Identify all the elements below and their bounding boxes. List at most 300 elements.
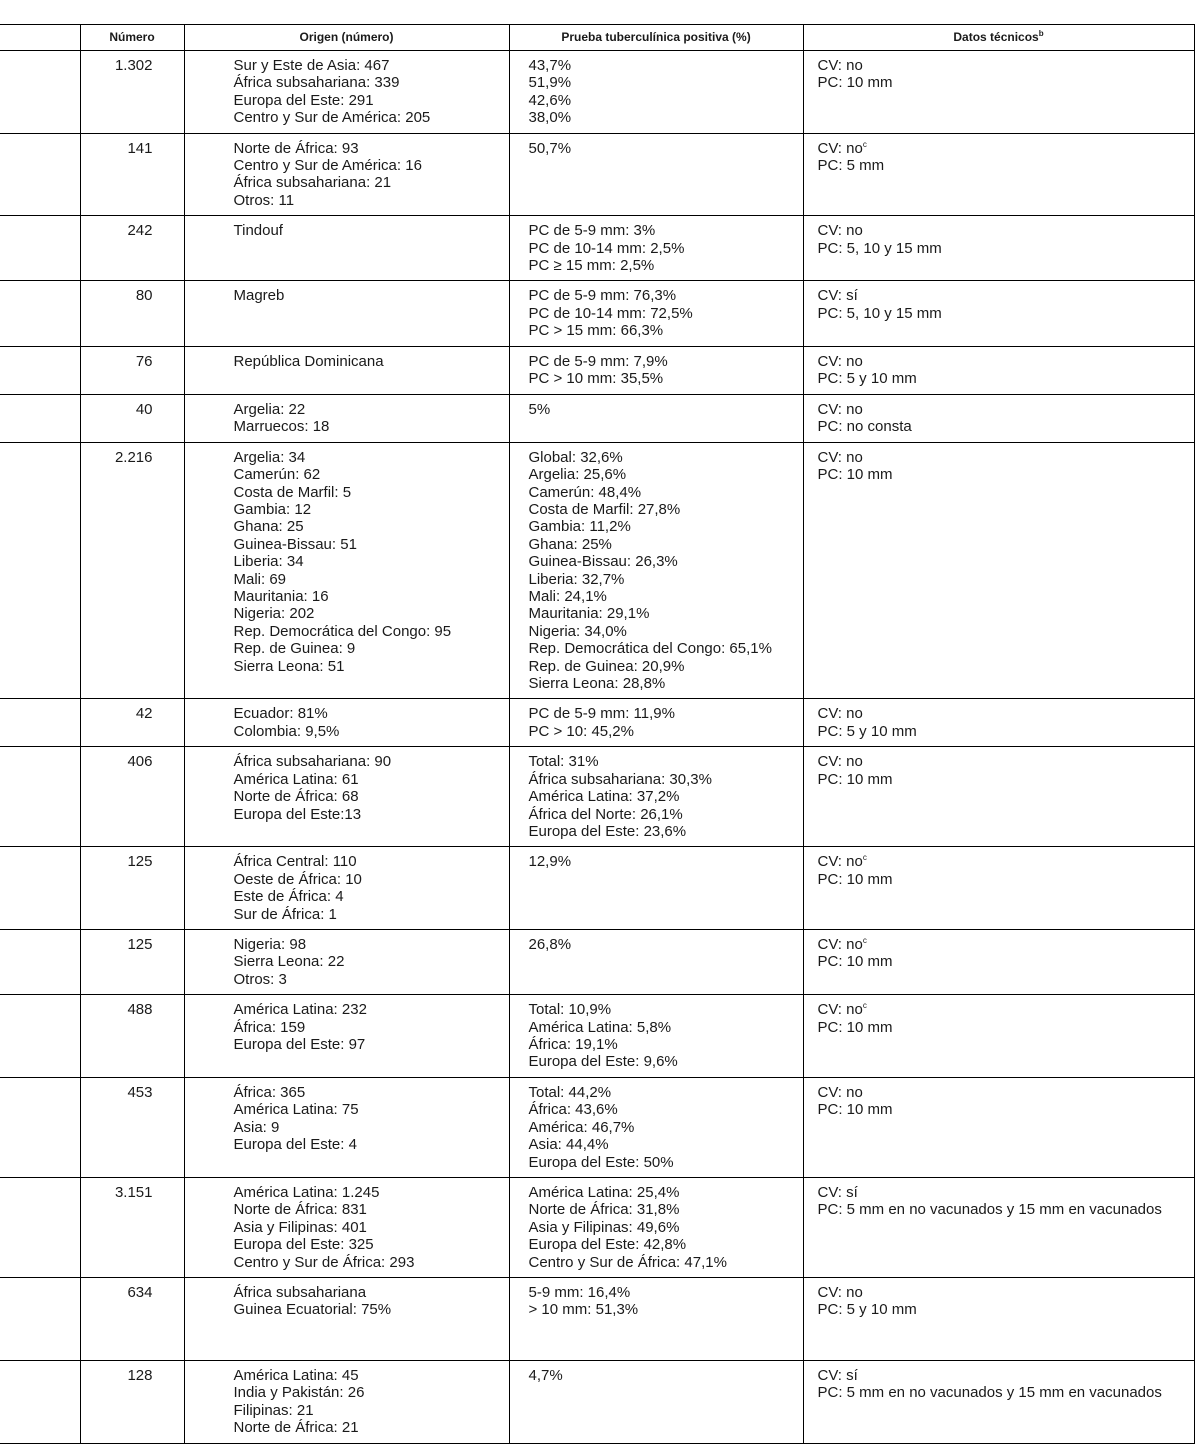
table-row (0, 51, 1194, 134)
prueba-line: África: 19,1% (528, 1036, 618, 1054)
blank-cell (0, 394, 80, 442)
origen-line: América Latina: 45 (233, 1366, 359, 1384)
header-datos-sup: b (1038, 29, 1044, 38)
datos-text: CV: no (817, 853, 863, 871)
datos-cell (803, 394, 1194, 442)
datos-line (818, 140, 1194, 157)
blank-cell (0, 216, 80, 281)
blank-cell (0, 1360, 80, 1443)
header-row (0, 25, 1194, 51)
origen-line: África: 365 (233, 1083, 306, 1101)
prueba-line: Europa del Este: 50% (528, 1153, 674, 1171)
datos-text: PC: 5 y 10 mm (817, 1301, 917, 1319)
prueba-cell (509, 1277, 803, 1360)
datos-cell (803, 281, 1194, 346)
table-row (0, 394, 1194, 442)
origen-line: Oeste de África: 10 (233, 870, 362, 888)
origen-line: Centro y Sur de América: 205 (233, 109, 431, 127)
prueba-cell (509, 442, 803, 699)
datos-cell (803, 216, 1194, 281)
numero-value: 141 (127, 139, 153, 157)
numero-cell (80, 1360, 184, 1443)
prueba-line: 50,7% (528, 139, 572, 157)
prueba-line: Total: 10,9% (528, 1001, 612, 1019)
footnote-sup: c (862, 936, 867, 946)
origen-line: Europa del Este:13 (233, 805, 362, 823)
datos-text: PC: 10 mm (817, 1101, 893, 1119)
prueba-line: PC de 5-9 mm: 3% (528, 222, 656, 240)
numero-value: 40 (135, 400, 153, 418)
origen-line: Europa del Este: 97 (233, 1036, 366, 1054)
origen-line: Argelia: 22 (233, 400, 306, 418)
prueba-line: Guinea-Bissau: 26,3% (528, 553, 678, 571)
blank-cell (0, 133, 80, 216)
datos-text: PC: 5 y 10 mm (817, 722, 917, 740)
prueba-line: PC > 15 mm: 66,3% (528, 322, 664, 340)
origen-cell (184, 1077, 509, 1177)
origen-cell (184, 51, 509, 134)
blank-cell (0, 51, 80, 134)
prueba-line: Norte de África: 31,8% (528, 1201, 680, 1219)
prueba-cell (509, 51, 803, 134)
datos-line (818, 222, 1194, 239)
table-row (0, 847, 1194, 930)
origen-line: Ecuador: 81% (233, 705, 328, 723)
prueba-line: PC de 10-14 mm: 2,5% (528, 239, 685, 257)
numero-cell (80, 1077, 184, 1177)
prueba-line: PC de 5-9 mm: 11,9% (528, 705, 675, 723)
prueba-line: América Latina: 37,2% (528, 788, 680, 806)
blank-cell (0, 699, 80, 747)
datos-cell (803, 847, 1194, 930)
origen-line: Sierra Leona: 22 (233, 953, 345, 971)
datos-cell (803, 51, 1194, 134)
table-row (0, 747, 1194, 847)
datos-line (818, 74, 1194, 91)
datos-text: PC: 10 mm (817, 953, 893, 971)
datos-text: CV: sí (817, 1366, 858, 1384)
datos-line (818, 157, 1194, 174)
footnote-sup: c (862, 1001, 867, 1011)
datos-text: CV: no (817, 352, 863, 370)
datos-line (818, 449, 1194, 466)
origen-line: Tindouf (233, 222, 283, 240)
table-row (0, 281, 1194, 346)
prueba-line: África subsahariana: 30,3% (528, 770, 712, 788)
origen-line: Mali: 69 (233, 570, 287, 588)
prueba-line: > 10 mm: 51,3% (528, 1301, 639, 1319)
origen-line: África subsahariana: 339 (233, 74, 400, 92)
prueba-line: América Latina: 25,4% (528, 1183, 680, 1201)
datos-cell (803, 699, 1194, 747)
tuberculin-table (0, 24, 1195, 1444)
prueba-cell (509, 1360, 803, 1443)
datos-line (818, 1284, 1194, 1301)
origen-line: Rep. Democrática del Congo: 95 (233, 622, 452, 640)
datos-cell (803, 346, 1194, 394)
prueba-cell (509, 346, 803, 394)
prueba-line: 4,7% (528, 1366, 563, 1384)
origen-line: África: 159 (233, 1018, 306, 1036)
origen-line: Ghana: 25 (233, 518, 304, 536)
numero-value: 242 (127, 222, 153, 240)
prueba-line: África del Norte: 26,1% (528, 805, 683, 823)
blank-cell (0, 1277, 80, 1360)
datos-text: CV: no (817, 753, 863, 771)
numero-value: 80 (135, 287, 153, 305)
prueba-cell (509, 394, 803, 442)
origen-line: Europa del Este: 4 (233, 1136, 357, 1154)
origen-line: América Latina: 61 (233, 770, 359, 788)
table-body (0, 51, 1194, 1444)
table-row (0, 930, 1194, 995)
header-numero: Número (80, 25, 184, 51)
prueba-cell (509, 930, 803, 995)
prueba-cell (509, 1077, 803, 1177)
prueba-line: Rep. Democrática del Congo: 65,1% (528, 640, 772, 658)
datos-line (818, 287, 1194, 304)
origen-line: América Latina: 232 (233, 1001, 367, 1019)
blank-cell (0, 847, 80, 930)
table-row (0, 133, 1194, 216)
origen-cell (184, 930, 509, 995)
numero-value: 2.216 (114, 448, 153, 466)
prueba-line: América: 46,7% (528, 1118, 635, 1136)
datos-text: PC: 5 mm en no vacunados y 15 mm en vacunados (817, 1201, 1162, 1219)
prueba-line: África: 43,6% (528, 1101, 618, 1119)
datos-cell (803, 1077, 1194, 1177)
prueba-cell (509, 216, 803, 281)
datos-line (818, 1084, 1194, 1101)
prueba-cell (509, 1177, 803, 1277)
datos-text: CV: sí (817, 1183, 858, 1201)
numero-value: 488 (127, 1001, 153, 1019)
origen-line: Nigeria: 98 (233, 936, 307, 954)
origen-line: Guinea Ecuatorial: 75% (233, 1301, 392, 1319)
numero-value: 125 (127, 936, 153, 954)
numero-value: 125 (127, 853, 153, 871)
datos-text: CV: no (817, 448, 863, 466)
origen-line: Nigeria: 202 (233, 605, 315, 623)
origen-cell (184, 394, 509, 442)
datos-line (818, 57, 1194, 74)
numero-cell (80, 216, 184, 281)
origen-line: Costa de Marfil: 5 (233, 483, 352, 501)
prueba-line: Argelia: 25,6% (528, 466, 627, 484)
blank-cell (0, 346, 80, 394)
origen-line: Norte de África: 831 (233, 1201, 367, 1219)
origen-line: Argelia: 34 (233, 448, 306, 466)
numero-value: 128 (127, 1366, 153, 1384)
datos-text: CV: no (817, 936, 863, 954)
origen-line: Sierra Leona: 51 (233, 657, 345, 675)
footnote-sup: c (862, 853, 867, 863)
origen-cell (184, 1277, 509, 1360)
prueba-line: Camerún: 48,4% (528, 483, 642, 501)
origen-cell (184, 133, 509, 216)
blank-cell (0, 281, 80, 346)
origen-cell (184, 442, 509, 699)
prueba-line: Liberia: 32,7% (528, 570, 625, 588)
origen-cell (184, 699, 509, 747)
datos-line (818, 936, 1194, 953)
datos-text: PC: 5, 10 y 15 mm (817, 304, 942, 322)
prueba-cell (509, 281, 803, 346)
datos-text: CV: no (817, 57, 863, 74)
prueba-line: Mali: 24,1% (528, 587, 607, 605)
datos-line (818, 466, 1194, 483)
prueba-cell (509, 847, 803, 930)
numero-cell (80, 995, 184, 1078)
origen-line: Centro y Sur de América: 16 (233, 157, 422, 175)
numero-cell (80, 930, 184, 995)
datos-cell (803, 1277, 1194, 1360)
origen-line: Norte de África: 93 (233, 139, 359, 157)
origen-line: Magreb (233, 287, 285, 305)
datos-text: CV: no (817, 222, 863, 240)
datos-text: CV: no (817, 139, 863, 157)
datos-line (818, 1184, 1194, 1201)
origen-line: Europa del Este: 291 (233, 91, 374, 109)
prueba-cell (509, 747, 803, 847)
origen-line: Norte de África: 68 (233, 788, 359, 806)
numero-cell (80, 699, 184, 747)
datos-line (818, 240, 1194, 257)
prueba-line: 12,9% (528, 853, 572, 871)
prueba-line: Total: 44,2% (528, 1083, 612, 1101)
prueba-line: Europa del Este: 42,8% (528, 1236, 687, 1254)
numero-value: 406 (127, 753, 153, 771)
datos-text: PC: 10 mm (817, 74, 893, 92)
footnote-sup: c (862, 139, 867, 149)
prueba-line: 38,0% (528, 109, 572, 127)
origen-line: Marruecos: 18 (233, 418, 330, 436)
datos-line (818, 1019, 1194, 1036)
numero-cell (80, 346, 184, 394)
numero-value: 634 (127, 1283, 153, 1301)
datos-line (818, 1384, 1194, 1401)
origen-line: África Central: 110 (233, 853, 357, 871)
datos-line (818, 353, 1194, 370)
origen-line: Norte de África: 21 (233, 1419, 359, 1437)
datos-text: PC: 5, 10 y 15 mm (817, 239, 942, 257)
blank-cell (0, 747, 80, 847)
origen-line: América Latina: 1.245 (233, 1183, 380, 1201)
prueba-line: Rep. de Guinea: 20,9% (528, 657, 685, 675)
origen-line: África subsahariana (233, 1283, 367, 1301)
prueba-line: PC de 10-14 mm: 72,5% (528, 304, 693, 322)
origen-cell (184, 1360, 509, 1443)
numero-cell (80, 51, 184, 134)
header-origen: Origen (número) (184, 25, 509, 51)
prueba-line: Asia: 44,4% (528, 1136, 609, 1154)
datos-text: PC: 10 mm (817, 770, 893, 788)
origen-line: Asia y Filipinas: 401 (233, 1218, 367, 1236)
numero-value: 1.302 (114, 57, 153, 74)
prueba-line: 43,7% (528, 57, 572, 74)
numero-cell (80, 281, 184, 346)
datos-line (818, 418, 1194, 435)
origen-line: Mauritania: 16 (233, 587, 329, 605)
origen-line: Este de África: 4 (233, 888, 344, 906)
table-row (0, 442, 1194, 699)
origen-line: India y Pakistán: 26 (233, 1384, 365, 1402)
prueba-line: Europa del Este: 23,6% (528, 823, 687, 840)
prueba-line: PC de 5-9 mm: 76,3% (528, 287, 677, 305)
origen-line: Europa del Este: 325 (233, 1236, 374, 1254)
datos-text: PC: no consta (817, 418, 912, 436)
prueba-line: Total: 31% (528, 753, 599, 771)
prueba-line: Gambia: 11,2% (528, 518, 631, 536)
origen-cell (184, 1177, 509, 1277)
table-row (0, 216, 1194, 281)
origen-line: África subsahariana: 21 (233, 174, 392, 192)
blank-cell (0, 930, 80, 995)
prueba-line: Global: 32,6% (528, 448, 623, 466)
datos-text: PC: 5 mm en no vacunados y 15 mm en vacunados (817, 1384, 1162, 1402)
datos-line (818, 1101, 1194, 1118)
prueba-line: 5% (528, 400, 551, 418)
numero-cell (80, 1177, 184, 1277)
prueba-line: PC > 10 mm: 35,5% (528, 370, 664, 388)
numero-cell (80, 747, 184, 847)
datos-text: CV: no (817, 705, 863, 723)
datos-text: PC: 10 mm (817, 1018, 893, 1036)
prueba-line: PC de 5-9 mm: 7,9% (528, 352, 668, 370)
origen-line: Otros: 11 (233, 191, 295, 209)
header-datos (803, 25, 1194, 51)
datos-line (818, 401, 1194, 418)
prueba-line: Centro y Sur de África: 47,1% (528, 1253, 727, 1271)
datos-text: PC: 5 y 10 mm (817, 370, 917, 388)
table-row (0, 699, 1194, 747)
datos-text: PC: 10 mm (817, 870, 893, 888)
numero-cell (80, 847, 184, 930)
blank-cell (0, 995, 80, 1078)
origen-line: Gambia: 12 (233, 500, 312, 518)
origen-line: África subsahariana: 90 (233, 753, 392, 771)
datos-line (818, 853, 1194, 870)
prueba-line: Europa del Este: 9,6% (528, 1053, 678, 1071)
datos-cell (803, 747, 1194, 847)
table-row (0, 346, 1194, 394)
table-row (0, 1277, 1194, 1360)
datos-line (818, 771, 1194, 788)
origen-line: Asia: 9 (233, 1118, 280, 1136)
blank-cell (0, 1077, 80, 1177)
origen-line: Guinea-Bissau: 51 (233, 535, 357, 553)
header-blank (0, 25, 80, 51)
origen-cell (184, 747, 509, 847)
origen-cell (184, 995, 509, 1078)
prueba-line: Sierra Leona: 28,8% (528, 674, 666, 692)
origen-cell (184, 216, 509, 281)
datos-line (818, 1367, 1194, 1384)
datos-line (818, 305, 1194, 322)
prueba-line: 42,6% (528, 91, 572, 109)
datos-line (818, 370, 1194, 387)
table-row (0, 1360, 1194, 1443)
origen-line: América Latina: 75 (233, 1101, 359, 1119)
origen-line: Colombia: 9,5% (233, 722, 340, 740)
prueba-cell (509, 133, 803, 216)
origen-cell (184, 281, 509, 346)
origen-line: Rep. de Guinea: 9 (233, 640, 356, 658)
datos-cell (803, 930, 1194, 995)
prueba-line: PC ≥ 15 mm: 2,5% (528, 257, 655, 275)
header-prueba: Prueba tuberculínica positiva (%) (509, 25, 803, 51)
datos-line (818, 723, 1194, 740)
numero-value: 42 (135, 705, 153, 723)
blank-cell (0, 1177, 80, 1277)
origen-line: Centro y Sur de África: 293 (233, 1253, 415, 1271)
numero-value: 76 (135, 352, 153, 370)
prueba-line: Nigeria: 34,0% (528, 622, 627, 640)
datos-line (818, 1201, 1194, 1218)
origen-line: Liberia: 34 (233, 553, 304, 571)
datos-cell (803, 1360, 1194, 1443)
datos-cell (803, 995, 1194, 1078)
datos-text: CV: sí (817, 287, 858, 305)
numero-cell (80, 442, 184, 699)
prueba-line: Mauritania: 29,1% (528, 605, 650, 623)
header-datos-label: Datos técnicos (953, 30, 1039, 44)
datos-text: PC: 10 mm (817, 466, 893, 484)
origen-cell (184, 847, 509, 930)
origen-line: Otros: 3 (233, 970, 287, 988)
datos-line (818, 1001, 1194, 1018)
datos-text: PC: 5 mm (817, 157, 885, 175)
origen-line: Filipinas: 21 (233, 1401, 314, 1419)
table-row (0, 1177, 1194, 1277)
prueba-cell (509, 995, 803, 1078)
prueba-line: Costa de Marfil: 27,8% (528, 500, 681, 518)
numero-cell (80, 394, 184, 442)
datos-line (818, 953, 1194, 970)
datos-line (818, 753, 1194, 770)
datos-text: CV: no (817, 1283, 863, 1301)
prueba-cell (509, 699, 803, 747)
origen-cell (184, 346, 509, 394)
datos-line (818, 705, 1194, 722)
numero-cell (80, 133, 184, 216)
prueba-line: 26,8% (528, 936, 572, 954)
origen-line: Camerún: 62 (233, 466, 321, 484)
datos-line (818, 1301, 1194, 1318)
origen-line: República Dominicana (233, 352, 384, 370)
datos-cell (803, 442, 1194, 699)
table-row (0, 995, 1194, 1078)
prueba-line: Ghana: 25% (528, 535, 612, 553)
prueba-line: Asia y Filipinas: 49,6% (528, 1218, 680, 1236)
datos-cell (803, 133, 1194, 216)
numero-value: 453 (127, 1083, 153, 1101)
prueba-line: 51,9% (528, 74, 572, 92)
numero-cell (80, 1277, 184, 1360)
datos-text: CV: no (817, 400, 863, 418)
blank-cell (0, 442, 80, 699)
table-row (0, 1077, 1194, 1177)
datos-cell (803, 1177, 1194, 1277)
origen-line: Sur y Este de Asia: 467 (233, 57, 390, 74)
prueba-line: 5-9 mm: 16,4% (528, 1283, 631, 1301)
datos-text: CV: no (817, 1001, 863, 1019)
datos-text: CV: no (817, 1083, 863, 1101)
origen-line: Sur de África: 1 (233, 905, 337, 923)
datos-line (818, 871, 1194, 888)
prueba-line: América Latina: 5,8% (528, 1018, 672, 1036)
prueba-line: PC > 10: 45,2% (528, 722, 634, 740)
